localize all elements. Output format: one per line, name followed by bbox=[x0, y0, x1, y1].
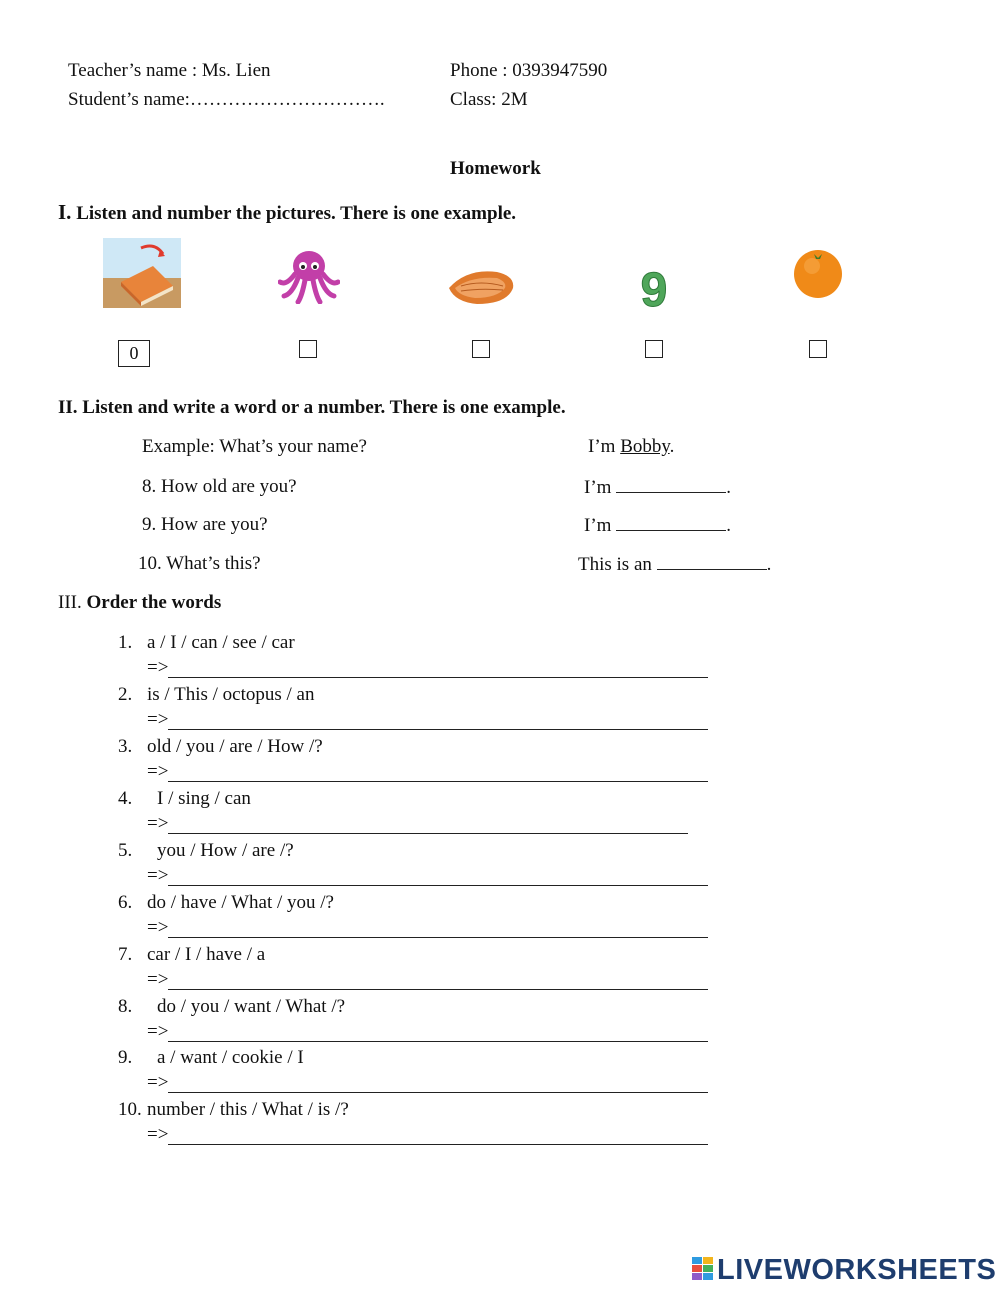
teacher-name: Teacher’s name : Ms. Lien bbox=[68, 60, 271, 81]
answer-arrow: => bbox=[147, 1021, 169, 1042]
answer-10-suffix: . bbox=[766, 554, 772, 575]
answer-8-suffix: . bbox=[726, 477, 731, 498]
octopus-number-box[interactable] bbox=[299, 340, 317, 358]
example-question: Example: What’s your name? bbox=[142, 436, 367, 457]
class-label: Class: 2M bbox=[450, 89, 528, 110]
orange-number-box[interactable] bbox=[809, 340, 827, 358]
answer-8 bbox=[584, 476, 731, 499]
nine-number-box[interactable] bbox=[645, 340, 663, 358]
answer-9-suffix: . bbox=[726, 515, 731, 536]
order-item-words: do / you / want / What /? bbox=[157, 996, 346, 1017]
order-item-number: 1. bbox=[118, 632, 133, 653]
answer-9 bbox=[584, 514, 731, 537]
question-8: 8. How old are you? bbox=[142, 476, 297, 497]
answer-8-prefix: I’m bbox=[584, 477, 617, 498]
answer-arrow: => bbox=[147, 917, 169, 938]
order-item-number: 3. bbox=[118, 736, 133, 757]
answer-line[interactable] bbox=[168, 1144, 708, 1145]
order-item-number: 2. bbox=[118, 684, 133, 705]
answer-arrow: => bbox=[147, 761, 169, 782]
order-item-number: 6. bbox=[118, 892, 133, 913]
answer-arrow: => bbox=[147, 1124, 169, 1145]
answer-line[interactable] bbox=[168, 781, 708, 782]
order-item-words: you / How / are /? bbox=[157, 840, 294, 861]
answer-line[interactable] bbox=[168, 677, 708, 678]
answer-arrow: => bbox=[147, 969, 169, 990]
orange-picture bbox=[792, 246, 844, 300]
answer-arrow: => bbox=[147, 865, 169, 886]
svg-text:9: 9 bbox=[640, 264, 668, 310]
order-item-number: 8. bbox=[118, 996, 133, 1017]
answer-9-blank[interactable] bbox=[616, 514, 726, 531]
question-10: 10. What’s this? bbox=[138, 553, 261, 574]
liveworksheets-logo[interactable] bbox=[692, 1254, 996, 1284]
page-title: Homework bbox=[450, 158, 541, 179]
answer-10-blank[interactable] bbox=[657, 553, 767, 570]
order-item-number: 7. bbox=[118, 944, 133, 965]
answer-line[interactable] bbox=[168, 989, 708, 990]
answer-arrow: => bbox=[147, 709, 169, 730]
section-3-heading bbox=[58, 592, 221, 614]
section-1-heading bbox=[58, 200, 516, 225]
student-name: Student’s name:…………………………. bbox=[68, 89, 385, 110]
section-1-title: Listen and number the pictures. There is one example. bbox=[76, 203, 517, 224]
order-item-words: I / sing / can bbox=[157, 788, 251, 809]
order-item-number: 4. bbox=[118, 788, 133, 809]
section-1-number: I. bbox=[58, 200, 72, 224]
order-item-number: 10. bbox=[118, 1099, 142, 1120]
example-answer bbox=[588, 436, 674, 458]
answer-line[interactable] bbox=[168, 937, 708, 938]
question-9: 9. How are you? bbox=[142, 514, 268, 535]
example-answer-suffix: . bbox=[669, 436, 675, 457]
liveworksheets-logo-text: LIVEWORKSHEETS bbox=[717, 1254, 997, 1286]
liveworksheets-mark-icon bbox=[692, 1257, 714, 1281]
answer-8-blank[interactable] bbox=[616, 476, 726, 493]
section-2-title: II. Listen and write a word or a number. There is one example. bbox=[58, 397, 566, 418]
order-item-number: 5. bbox=[118, 840, 133, 861]
answer-10-prefix: This is an bbox=[578, 554, 657, 575]
section-3-title: Order the words bbox=[86, 592, 222, 613]
example-answer-word: Bobby bbox=[620, 436, 670, 457]
book-falling-picture bbox=[103, 238, 181, 308]
answer-arrow: => bbox=[147, 1072, 169, 1093]
answer-line[interactable] bbox=[168, 729, 708, 730]
example-number-box: 0 bbox=[118, 340, 150, 367]
order-item-words: do / have / What / you /? bbox=[147, 892, 334, 913]
order-item-words: a / want / cookie / I bbox=[157, 1047, 304, 1068]
teacher-phone: Phone : 0393947590 bbox=[450, 60, 608, 81]
order-item-words: a / I / can / see / car bbox=[147, 632, 295, 653]
order-item-words: number / this / What / is /? bbox=[147, 1099, 349, 1120]
answer-line[interactable] bbox=[168, 885, 708, 886]
example-answer-prefix: I’m bbox=[588, 436, 621, 457]
answer-9-prefix: I’m bbox=[584, 515, 617, 536]
octopus-picture bbox=[278, 246, 340, 304]
answer-arrow: => bbox=[147, 657, 169, 678]
answer-line[interactable] bbox=[168, 1092, 708, 1093]
answer-arrow: => bbox=[147, 813, 169, 834]
almond-number-box[interactable] bbox=[472, 340, 490, 358]
answer-10 bbox=[578, 553, 771, 576]
almond-picture bbox=[447, 266, 515, 308]
order-item-words: car / I / have / a bbox=[147, 944, 266, 965]
order-item-number: 9. bbox=[118, 1047, 133, 1068]
section-3-number: III. bbox=[58, 592, 82, 613]
order-item-words: old / you / are / How /? bbox=[147, 736, 323, 757]
answer-line[interactable] bbox=[168, 1041, 708, 1042]
number-nine-picture bbox=[636, 262, 672, 310]
answer-line[interactable] bbox=[168, 833, 688, 834]
order-item-words: is / This / octopus / an bbox=[147, 684, 315, 705]
